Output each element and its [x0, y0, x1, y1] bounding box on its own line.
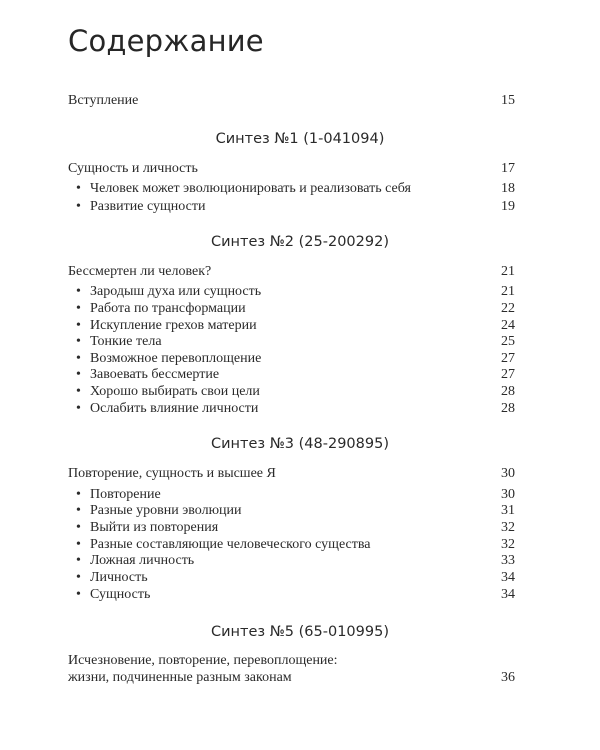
entry-page-number: 27	[501, 367, 515, 382]
entry-label: Повторение	[90, 487, 161, 502]
page-title: Содержание	[68, 24, 264, 58]
toc-item[interactable]	[68, 300, 515, 317]
entry-page-number: 21	[501, 264, 515, 279]
bullet-icon: •	[76, 199, 81, 214]
entry-page-number: 32	[501, 537, 515, 552]
bullet-icon: •	[76, 487, 81, 502]
bullet-icon: •	[76, 587, 81, 602]
bullet-icon: •	[76, 181, 81, 196]
bullet-icon: •	[76, 367, 81, 382]
entry-label: Бессмертен ли человек?	[68, 264, 212, 279]
toc-item[interactable]	[68, 383, 515, 400]
section-heading-2: Синтез №2 (25-200292)	[211, 234, 389, 250]
entry-page-number: 30	[501, 487, 515, 502]
toc-item[interactable]	[68, 366, 515, 383]
entry-label: Хорошо выбирать свои цели	[90, 384, 260, 399]
bullet-icon: •	[76, 334, 81, 349]
toc-item[interactable]	[68, 283, 515, 300]
entry-label: Человек может эволюционировать и реализовать себя	[90, 181, 411, 196]
entry-label: Личность	[90, 570, 148, 585]
toc-item[interactable]	[68, 502, 515, 519]
toc-chapter[interactable]	[68, 160, 515, 177]
section-heading-1: Синтез №1 (1-041094)	[215, 131, 385, 147]
entry-label: Развитие сущности	[90, 199, 206, 214]
toc-item[interactable]	[68, 333, 515, 350]
toc-item[interactable]	[68, 180, 515, 197]
entry-label: Завоевать бессмертие	[90, 367, 220, 382]
toc-chapter[interactable]	[68, 263, 515, 280]
bullet-icon: •	[76, 351, 81, 366]
toc-item[interactable]	[68, 350, 515, 367]
entry-label: Тонкие тела	[90, 334, 162, 349]
entry-page-number: 18	[501, 181, 515, 196]
bullet-icon: •	[76, 503, 81, 518]
bullet-icon: •	[76, 570, 81, 585]
entry-label: Повторение, сущность и высшее Я	[68, 466, 276, 481]
toc-item[interactable]	[68, 536, 515, 553]
entry-label: Зародыш духа или сущность	[90, 284, 262, 299]
toc-item[interactable]	[68, 400, 515, 417]
entry-page-number: 21	[501, 284, 515, 299]
bullet-icon: •	[76, 553, 81, 568]
entry-page-number: 30	[501, 466, 515, 481]
entry-page-number: 36	[501, 670, 515, 685]
entry-page-number: 27	[501, 351, 515, 366]
entry-label-line-1: Исчезновение, повторение, перевоплощение:	[68, 653, 338, 668]
bullet-icon: •	[76, 318, 81, 333]
entry-label: Выйти из повторения	[90, 520, 219, 535]
entry-page-number: 24	[501, 318, 515, 333]
entry-page-number: 19	[501, 199, 515, 214]
entry-page-number: 34	[501, 570, 515, 585]
toc-item[interactable]	[68, 317, 515, 334]
toc-item[interactable]	[68, 486, 515, 503]
bullet-icon: •	[76, 537, 81, 552]
entry-label: Возможное перевоплощение	[90, 351, 262, 366]
toc-chapter[interactable]	[68, 652, 515, 686]
entry-page-number: 31	[501, 503, 515, 518]
toc-chapter[interactable]	[68, 465, 515, 482]
entry-label: Разные уровни эволюции	[90, 503, 242, 518]
entry-label: Работа по трансформации	[90, 301, 246, 316]
section-heading-5: Синтез №5 (65-010995)	[211, 624, 389, 640]
bullet-icon: •	[76, 301, 81, 316]
bullet-icon: •	[76, 284, 81, 299]
entry-label: Искупление грехов материи	[90, 318, 257, 333]
entry-page-number: 34	[501, 587, 515, 602]
toc-item[interactable]	[68, 552, 515, 569]
toc-item[interactable]	[68, 519, 515, 536]
entry-label: Ложная личность	[90, 553, 195, 568]
entry-page-number: 22	[501, 301, 515, 316]
toc-item[interactable]	[68, 586, 515, 603]
toc-item[interactable]	[68, 569, 515, 586]
entry-label: Сущность	[90, 587, 151, 602]
bullet-icon: •	[76, 520, 81, 535]
entry-page-number: 28	[501, 384, 515, 399]
entry-label-line-2: жизни, подчиненные разным законам	[68, 670, 292, 685]
section-heading-3: Синтез №3 (48-290895)	[211, 436, 389, 452]
toc-item[interactable]	[68, 198, 515, 215]
entry-label: Вступление	[68, 93, 139, 108]
entry-page-number: 33	[501, 553, 515, 568]
entry-page-number: 17	[501, 161, 515, 176]
entry-page-number: 25	[501, 334, 515, 349]
entry-page-number: 15	[501, 93, 515, 108]
entry-label: Ослабить влияние личности	[90, 401, 259, 416]
entry-page-number: 32	[501, 520, 515, 535]
bullet-icon: •	[76, 384, 81, 399]
entry-label: Сущность и личность	[68, 161, 198, 176]
toc-entry-intro[interactable]	[68, 92, 515, 109]
entry-page-number: 28	[501, 401, 515, 416]
bullet-icon: •	[76, 401, 81, 416]
entry-label: Разные составляющие человеческого существа	[90, 537, 371, 552]
